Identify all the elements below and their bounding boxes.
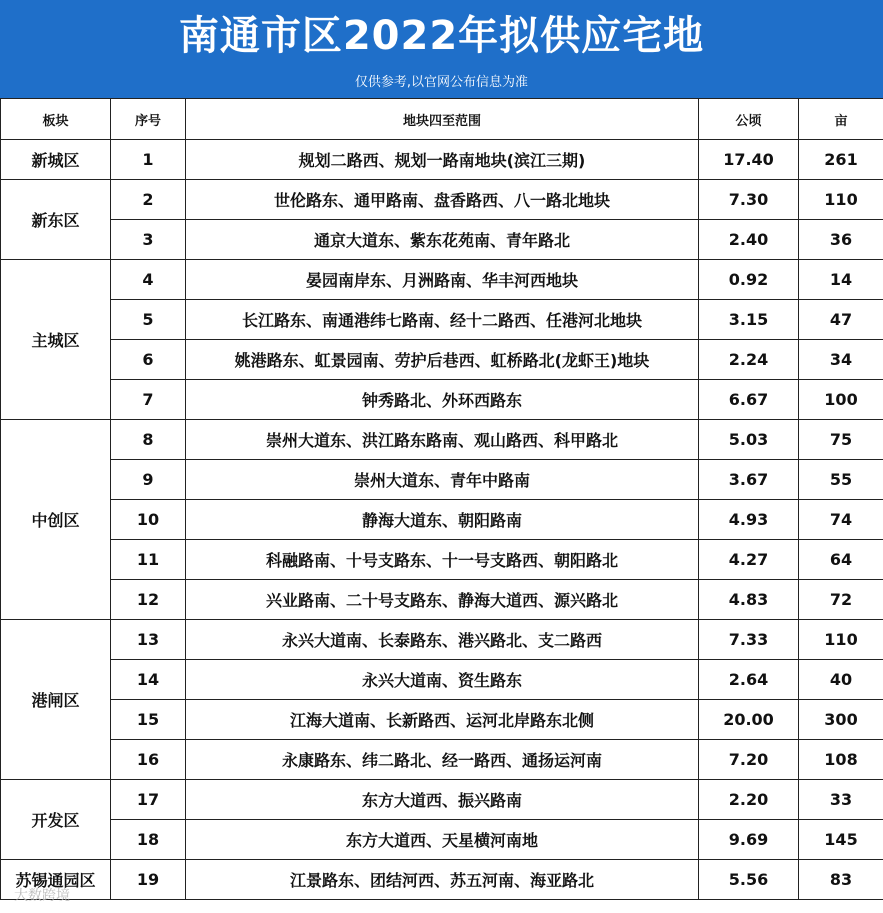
table-row [1,260,883,300]
mu-cell: 110 [799,620,883,660]
table-row [1,300,883,340]
table-header-row [1,99,883,140]
range-cell: 兴业路南、二十号支路东、静海大道西、源兴路北 [186,580,699,620]
range-cell: 崇州大道东、青年中路南 [186,460,699,500]
range-cell: 江景路东、团结河西、苏五河南、海亚路北 [186,860,699,900]
number-cell: 17 [111,780,186,820]
mu-cell: 108 [799,740,883,780]
hectare-cell: 7.20 [699,740,799,780]
mu-cell: 55 [799,460,883,500]
table-row [1,180,883,220]
number-cell: 19 [111,860,186,900]
hectare-cell: 4.93 [699,500,799,540]
table-row [1,340,883,380]
mu-cell: 83 [799,860,883,900]
range-cell: 东方大道西、天星横河南地 [186,820,699,860]
block-cell: 苏锡通园区 [1,860,111,900]
title-banner [0,0,883,98]
hectare-cell: 2.24 [699,340,799,380]
range-cell: 规划二路西、规划一路南地块(滨江三期) [186,140,699,180]
hectare-cell: 7.30 [699,180,799,220]
hectare-cell: 20.00 [699,700,799,740]
table-row [1,740,883,780]
table-row [1,620,883,660]
table-body [1,140,883,900]
hectare-cell: 5.03 [699,420,799,460]
number-cell: 12 [111,580,186,620]
table-row [1,220,883,260]
mu-cell: 40 [799,660,883,700]
range-cell: 长江路东、南通港纬七路南、经十二路西、任港河北地块 [186,300,699,340]
table-row [1,540,883,580]
hectare-cell: 6.67 [699,380,799,420]
table-row [1,820,883,860]
number-cell: 5 [111,300,186,340]
block-cell: 开发区 [1,780,111,860]
page-title: 南通市区2022年拟供应宅地 [178,13,705,59]
column-header-hectare: 公顷 [699,99,799,140]
mu-cell: 110 [799,180,883,220]
number-cell: 14 [111,660,186,700]
table-row [1,500,883,540]
range-cell: 崇州大道东、洪江路东路南、观山路西、科甲路北 [186,420,699,460]
column-header-number: 序号 [111,99,186,140]
mu-cell: 300 [799,700,883,740]
hectare-cell: 2.64 [699,660,799,700]
hectare-cell: 3.15 [699,300,799,340]
range-cell: 晏园南岸东、月洲路南、华丰河西地块 [186,260,699,300]
block-cell: 中创区 [1,420,111,620]
watermark: 大数跨境 [14,888,70,904]
table-row [1,140,883,180]
number-cell: 10 [111,500,186,540]
mu-cell: 34 [799,340,883,380]
number-cell: 4 [111,260,186,300]
hectare-cell: 5.56 [699,860,799,900]
range-cell: 世伦路东、通甲路南、盘香路西、八一路北地块 [186,180,699,220]
number-cell: 9 [111,460,186,500]
table-row [1,780,883,820]
range-cell: 科融路南、十号支路东、十一号支路西、朝阳路北 [186,540,699,580]
range-cell: 东方大道西、振兴路南 [186,780,699,820]
number-cell: 1 [111,140,186,180]
mu-cell: 36 [799,220,883,260]
table-row [1,580,883,620]
hectare-cell: 7.33 [699,620,799,660]
land-supply-table [0,98,883,900]
mu-cell: 145 [799,820,883,860]
hectare-cell: 2.20 [699,780,799,820]
mu-cell: 100 [799,380,883,420]
column-header-range: 地块四至范围 [186,99,699,140]
number-cell: 13 [111,620,186,660]
block-cell: 新城区 [1,140,111,180]
range-cell: 永兴大道南、长泰路东、港兴路北、支二路西 [186,620,699,660]
number-cell: 18 [111,820,186,860]
range-cell: 永兴大道南、资生路东 [186,660,699,700]
number-cell: 8 [111,420,186,460]
hectare-cell: 4.83 [699,580,799,620]
number-cell: 11 [111,540,186,580]
range-cell: 静海大道东、朝阳路南 [186,500,699,540]
mu-cell: 14 [799,260,883,300]
hectare-cell: 4.27 [699,540,799,580]
number-cell: 15 [111,700,186,740]
column-header-mu: 亩 [799,99,883,140]
hectare-cell: 3.67 [699,460,799,500]
table-row [1,660,883,700]
block-cell: 港闸区 [1,620,111,780]
mu-cell: 64 [799,540,883,580]
mu-cell: 72 [799,580,883,620]
mu-cell: 261 [799,140,883,180]
hectare-cell: 17.40 [699,140,799,180]
number-cell: 3 [111,220,186,260]
column-header-block: 板块 [1,99,111,140]
number-cell: 7 [111,380,186,420]
block-cell: 主城区 [1,260,111,420]
hectare-cell: 0.92 [699,260,799,300]
table-row [1,460,883,500]
range-cell: 江海大道南、长新路西、运河北岸路东北侧 [186,700,699,740]
mu-cell: 47 [799,300,883,340]
range-cell: 姚港路东、虹景园南、劳护后巷西、虹桥路北(龙虾王)地块 [186,340,699,380]
number-cell: 6 [111,340,186,380]
table-row [1,420,883,460]
mu-cell: 74 [799,500,883,540]
mu-cell: 33 [799,780,883,820]
range-cell: 钟秀路北、外环西路东 [186,380,699,420]
table-row [1,860,883,900]
range-cell: 通京大道东、紫东花苑南、青年路北 [186,220,699,260]
number-cell: 2 [111,180,186,220]
number-cell: 16 [111,740,186,780]
mu-cell: 75 [799,420,883,460]
table-row [1,700,883,740]
table-row [1,380,883,420]
page-subtitle: 仅供参考,以官网公布信息为准 [354,75,529,90]
hectare-cell: 9.69 [699,820,799,860]
hectare-cell: 2.40 [699,220,799,260]
block-cell: 新东区 [1,180,111,260]
range-cell: 永康路东、纬二路北、经一路西、通扬运河南 [186,740,699,780]
